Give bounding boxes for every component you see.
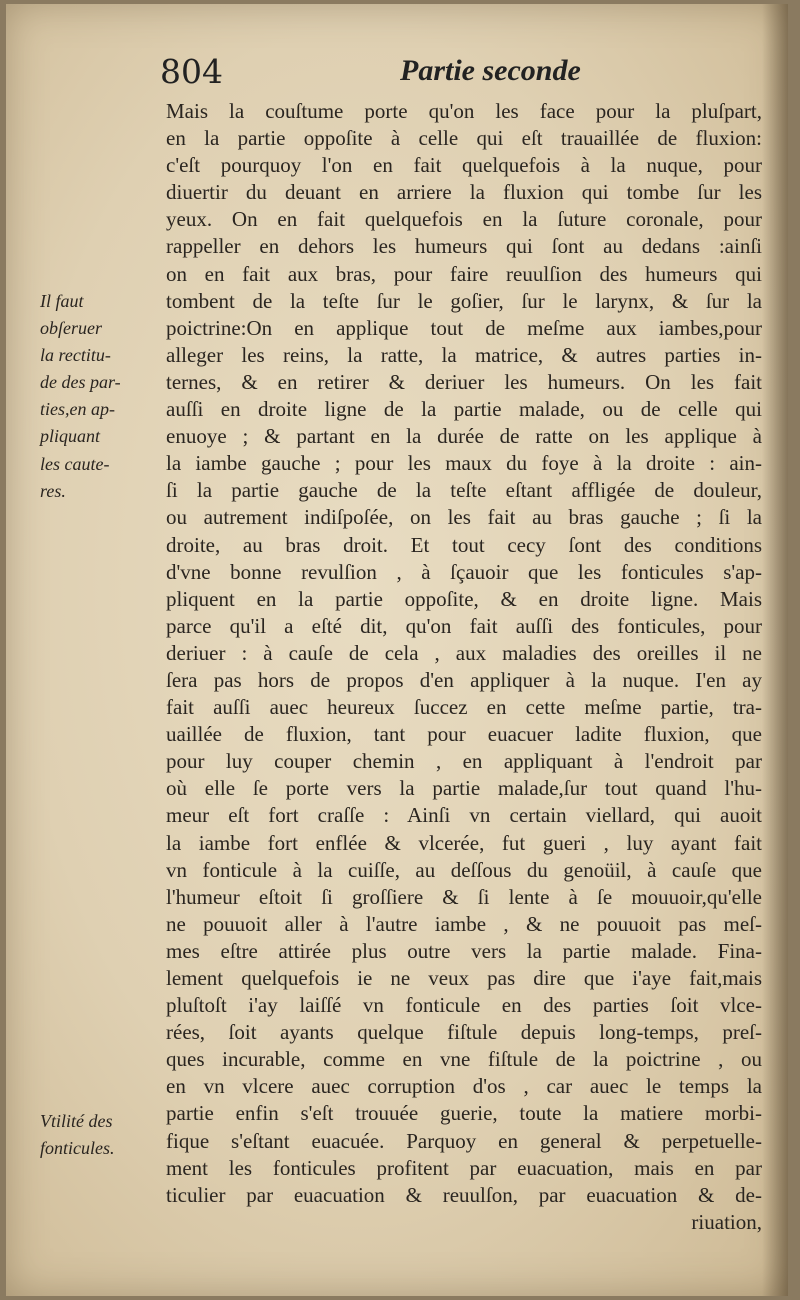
text-line: partie enfin s'eſt trouuée guerie, toute la matiere morbi- [166, 1101, 762, 1126]
text-line: ou autrement indiſpoſée, on les fait au bras gauche ; ſi la [166, 505, 762, 530]
text-line: d'vne bonne revulſion , à ſçauoir que les fonticules s'ap- [166, 559, 762, 584]
margin-note-rectitude [40, 288, 160, 505]
text-line: rées, ſoit ayants quelque fiſtule depuis long-temps, preſ- [166, 1020, 762, 1045]
margin-note-line: fonticules. [40, 1138, 115, 1159]
text-line: en vn vlcere auec corruption d'os , car auec le temps la [166, 1074, 762, 1099]
margin-note-line: Vtilité des [40, 1111, 113, 1131]
text-line: où elle ſe porte vers la partie malade,ſur tout quand l'hu- [166, 776, 762, 801]
margin-note-line: pliquant [40, 426, 101, 447]
text-line: ſi la partie gauche de la teſte eſtant affligée de douleur, [166, 478, 762, 503]
margin-note-line: obſeruer [40, 318, 102, 339]
margin-note-line: ties,en ap- [40, 399, 115, 420]
text-line: riuation, [691, 1209, 762, 1234]
text-line: l'humeur eſtoit ſi groſſiere & ſi lente à ſe mouuoir,qu'elle [166, 884, 762, 909]
page-number: 804 [160, 52, 223, 91]
text-line: on en fait aux bras, pour faire reuulſion des humeurs qui [166, 261, 762, 286]
text-line: meur eſt fort craſſe : Ainſi vn certain viellard, qui auoit [166, 803, 762, 828]
text-line: la iambe fort enflée & vlcerée, fut gueri , luy ayant fait [166, 830, 762, 855]
text-line: fait auſſi auec heureux ſuccez en cette meſme partie, tra- [166, 695, 762, 720]
margin-note-line: la rectitu- [40, 345, 111, 366]
text-line: vn fonticule à la cuiſſe, au deſſous du genoüil, à cauſe que [166, 857, 762, 882]
text-line: pliquent en la partie oppoſite, & en droite ligne. Mais [166, 586, 762, 611]
body-text [166, 98, 762, 1236]
margin-note-utilite [40, 1108, 160, 1162]
margin-note-line: res. [40, 480, 66, 501]
text-line: ment les fonticules profitent par euacuation, mais en par [166, 1155, 762, 1180]
running-head: Partie seconde [400, 54, 581, 87]
text-line: droite, au bras droit. Et tout cecy ſont des conditions [166, 532, 762, 557]
text-line: diuertir du deuant en arriere la fluxion qui tombe ſur les [166, 180, 762, 205]
text-line: c'eſt pourquoy l'on en fait quelquefois à la nuque, pour [166, 153, 762, 178]
text-line: ques incurable, comme en vne fiſtule de la poictrine , ou [166, 1047, 762, 1072]
text-line: enuoye ; & partant en la durée de ratte on les applique à [166, 424, 762, 449]
text-line: rappeller en dehors les humeurs qui ſont au dedans :ainſi [166, 234, 762, 259]
text-line: parce qu'il a eſté dit, qu'on fait auſſi des fonticules, pour [166, 613, 762, 638]
text-line: mes eſtre attirée plus outre vers la partie malade. Fina- [166, 938, 762, 963]
text-line: yeux. On en fait quelquefois en la ſuture coronale, pour [166, 207, 762, 232]
gutter-shadow [762, 4, 788, 1296]
text-line: en la partie oppoſite à celle qui eſt trauaillée de fluxion: [166, 126, 762, 151]
text-line: uaillée de fluxion, tant pour euacuer ladite fluxion, que [166, 722, 762, 747]
text-line: ſera pas hors de propos d'en appliquer à la nuque. I'en ay [166, 667, 762, 692]
text-line: lement quelquefois ie ne veux pas dire que i'aye fait,mais [166, 966, 762, 990]
text-line: Mais la couſtume porte qu'on les face pour la pluſpart, [166, 99, 762, 123]
margin-note-line: les caute- [40, 453, 110, 474]
margin-note-line: de des par- [40, 372, 121, 393]
page-header [160, 52, 760, 100]
text-line: ternes, & en retirer & deriuer les humeurs. On les fait [166, 369, 762, 394]
text-line: tombent de la teſte ſur le goſier, ſur le larynx, & ſur la [166, 288, 762, 313]
text-line: pour luy couper chemin , en appliquant à l'endroit par [166, 749, 762, 774]
text-line: pluſtoſt i'ay laiſſé vn fonticule en des parties ſoit vlce- [166, 993, 762, 1018]
text-line: fique s'eſtant euacuée. Parquoy en general & perpetuelle- [166, 1128, 762, 1153]
text-line: alleger les reins, la ratte, la matrice, & autres parties in- [166, 342, 762, 367]
margin-note-line: Il faut [40, 291, 84, 311]
text-line: poictrine:On en applique tout de meſme aux iambes,pour [166, 315, 762, 340]
text-line: ne pouuoit aller à l'autre iambe , & ne pouuoit pas meſ- [166, 911, 762, 936]
text-line: auſſi en droite ligne de la partie malade, ou de celle qui [166, 397, 762, 422]
text-line: ticulier par euacuation & reuulſon, par euacuation & de- [166, 1182, 762, 1207]
text-line: deriuer : à cauſe de cela , aux maladies des oreilles il ne [166, 640, 762, 665]
text-line: la iambe gauche ; pour les maux du foye à la droite : ain- [166, 451, 762, 476]
book-page [6, 4, 788, 1296]
